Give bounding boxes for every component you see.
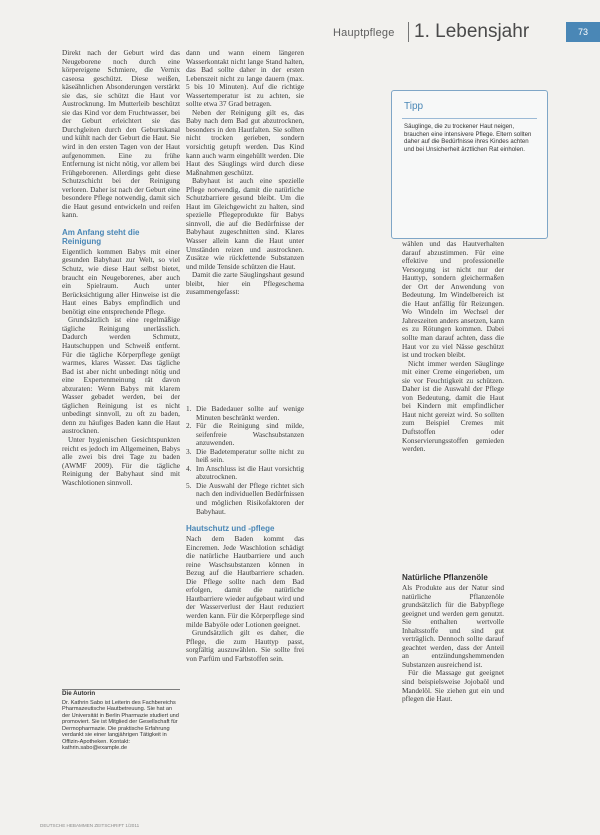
list-item: 1. Die Badedauer sollte auf wenige Minuten beschränkt werden. bbox=[186, 404, 304, 422]
paragraph: Nicht immer werden Säuglinge mit einer Creme eingerieben, um sie vor Feuchtigkeit zu schützen. Daher ist die Auswahl der Pflege von Bedeutung, damit die Haut bei Kindern mit empfindlicher Haut nicht gereizt wird. So sollten zum Beispiel Cremes mit Duftstoffen oder Konservierungsstoffen gemieden werden. bbox=[402, 358, 504, 454]
care-steps-list bbox=[186, 405, 304, 516]
paragraph: Babyhaut ist auch eine spezielle Pflege notwendig, damit die natürliche Schutzbarriere gesund bleibt. Um die Haut im Gleichgewicht zu halten, sind spezielle Pflegeprodukte für Babys sinnvoll, die auf die Bedürfnisse der Babyhaut zugeschnitten sind. Klares Wasser allein kann die Haut unter Umständen reizen und austrocknen. Zusätze wie rückfettende Substanzen und milde Tenside schützen die Haut. bbox=[186, 176, 304, 271]
page-number: 73 bbox=[566, 22, 600, 42]
paragraph: Neben der Reinigung gilt es, das Baby nach dem Bad gut abzutrocknen, besonders in den Hautfalten. Sie sollten nicht trocken gerieben, sondern vorsichtig getupft werden. Das Kind kann auch warm eingehüllt werden. Die Haut des Säuglings wird durch diese Maßnahmen geschützt. bbox=[186, 107, 304, 177]
tip-text: Säuglinge, die zu trockener Haut neigen, brauchen eine intensivere Pflege. Eltern sollten daher auf die Bedürfnisse ihres Kindes achten und bei Unsicherheit ärztlichen Rat einholen. bbox=[404, 123, 532, 153]
paragraph: Grundsätzlich ist eine regelmäßige tägliche Reinigung unerlässlich. Dadurch werden Schmutz, Hautschuppen und Schweiß entfernt. Für die tägliche Körperpflege genügt warmes, klares Wasser. Das tägliche Bad ist aber nicht unbedingt nötig und eine Expertenmeinung rät davon abzuraten: Wenn Babys mit klarem Wasser gebadet werden, bei der täglichen Reinigung ist es nicht unbedingt sinnvoll, zu oft zu baden, denn zu häufiges Baden kann die Haut austrocknen. bbox=[62, 315, 180, 436]
paragraph: wählen und das Hautverhalten darauf abzustimmen. Für eine effektive und professionelle Versorgung ist nicht nur der Hauttyp, sondern gleichermaßen der Ort der Anwendung von Bedeutung. Im Windelbereich ist die Haut anfällig für Reizungen. Wo Windeln im Wechsel der Jahreszeiten anders ansetzen, kann es zu Rötungen kommen. Dabei sollte man darauf achten, dass die Haut vor zu viel Nässe geschützt ist und trocken bleibt. bbox=[402, 239, 504, 360]
bio-text: Dr. Kathrin Sabo ist Leiterin des Fachbereichs Pharmazeutische Hautbetreuung. Sie hat an der Universität in Berlin Pharmazie studiert und promoviert. Sie ist Mitglied der Gesellschaft für Dermopharmazie. Die praktische Erfahrung verdankt sie einer langjährigen Tätigkeit in Offizin-Apotheken. Kontakt: kathrin.sabo@example.de bbox=[62, 699, 179, 751]
list-item: 2. Für die Reinigung sind milde, seifenfreie Waschsubstanzen anzuwenden. bbox=[186, 421, 304, 448]
column-3-lower bbox=[402, 565, 504, 704]
list-item: 4. Im Anschluss ist die Haut vorsichtig abzutrocknen. bbox=[186, 463, 304, 482]
tip-box bbox=[391, 90, 548, 239]
section-heading: Natürliche Pflanzenöle bbox=[402, 573, 488, 582]
paragraph: Unter hygienischen Gesichtspunkten reicht es jedoch im Allgemeinen, Babys alle zwei bis drei Tage zu baden (AWMF 2009). Für die tägliche Reinigung der Babyhaut sind mit Waschlotionen sinnvoll. bbox=[62, 434, 180, 487]
column-2 bbox=[186, 49, 304, 297]
column-1 bbox=[62, 49, 180, 487]
paragraph: Eigentlich kommen Babys mit einer gesunden Babyhaut zur Welt, so viel Schutz, wie diese Haut selbst bietet, braucht ein Neugeborenes, aber auch ein Spielraum. Auch unter Berücksichtigung aller Hinweise ist die Haut eines Babys empfindlich und benötigt eine entsprechende Pflege. bbox=[62, 246, 180, 316]
paragraph: Grundsätzlich gilt es daher, die Pflege, die zum Hauttyp passt, sorgfältig auszuwählen. Sie sollte frei von Parfüm und Farbstoffen sein. bbox=[186, 628, 304, 663]
list-item: 3. Die Badetemperatur sollte nicht zu heiß sein. bbox=[186, 446, 304, 465]
paragraph: Direkt nach der Geburt wird das Neugeborene noch durch eine körpereigene Schmiere, die Vernix caseosa geschützt. Diese weißen, käseähnlichen Absonderungen verstärkt sie das, sie schützt die Haut vor Austrocknung. Im Mutterleib beschützt sie das Kind vor dem Fruchtwasser, bei der Geburt erleichtert sie das Durchgleiten durch den Geburtskanal und kühlt nach der Geburt die Haut. Sie wird in den ersten Tagen von der Haut aufgenommen. Eine zu frühe Entfernung ist nicht nötig, vor allem bei Frühgeborenen. Allerdings geht diese Schutzschicht bei der Reinigung verloren. Daher ist nach der Geburt eine besondere Pflege notwendig, damit sich die Haut gesund entwickeln und reifen kann. bbox=[62, 48, 180, 220]
paragraph: dann und wann einem längeren Wasserkontakt nicht lange Stand halten, das Bad sollte daher in der ersten Lebenszeit nicht zu lange dauern (max. 5 bis 10 Minuten). Auf die richtige Wassertemperatur ist zu achten, sie sollte etwa 37 Grad betragen. bbox=[186, 48, 304, 109]
paragraph: Nach dem Baden kommt das Eincremen. Jede Waschlotion schädigt die natürliche Hautbarriere und auch reine Waschsubstanzen können in Bezug auf die Hautbarriere schaden. Die Pflege sollte nach dem Bad erfolgen, damit die natürliche Hautbarriere wieder aufgebaut wird und der Wasserverlust der Haut reduziert werden kann. Für die Körperpflege sind milde Babyöle oder Lotionen geeignet. bbox=[186, 534, 304, 629]
page-footer: DEUTSCHE HEBAMMEN ZEITSCHRIFT 1/2011 bbox=[40, 823, 140, 828]
header-divider bbox=[408, 22, 409, 42]
section-heading: Am Anfang steht die Reinigung bbox=[62, 227, 140, 246]
paragraph: Damit die zarte Säuglingshaut gesund bleibt, hier ein Pflegeschema zusammengefasst: bbox=[186, 270, 304, 297]
chapter-title: 1. Lebensjahr bbox=[414, 21, 530, 42]
page-header bbox=[0, 0, 600, 46]
section-label: Hauptpflege bbox=[333, 27, 395, 39]
paragraph: Für die Massage gut geeignet sind beispielsweise Jojobaöl und Mandelöl. Sie ziehen gut ein und pflegen die Haut. bbox=[402, 668, 504, 704]
paragraph: Als Produkte aus der Natur sind natürliche Pflanzenöle grundsätzlich für die Babypflege geeignet und werden gern genutzt. Sie enthalten wertvolle Inhaltsstoffe und sind gut verträglich. Dennoch sollte darauf geachtet werden, dass der Anteil an entzündungshemmenden Substanzen ausreichend ist. bbox=[402, 583, 504, 669]
tip-label: Tipp bbox=[404, 101, 424, 112]
author-bio bbox=[62, 691, 180, 752]
tip-divider bbox=[402, 118, 537, 119]
section-heading: Hautschutz und -pflege bbox=[186, 524, 275, 534]
column-2-lower bbox=[186, 405, 304, 663]
list-item: 5. Die Auswahl der Pflege richtet sich nach den individuellen Bedürfnissen und möglichen Risikofaktoren der Babyhaut. bbox=[186, 480, 304, 516]
bio-title: Die Autorin bbox=[62, 690, 96, 697]
column-3 bbox=[402, 240, 504, 454]
